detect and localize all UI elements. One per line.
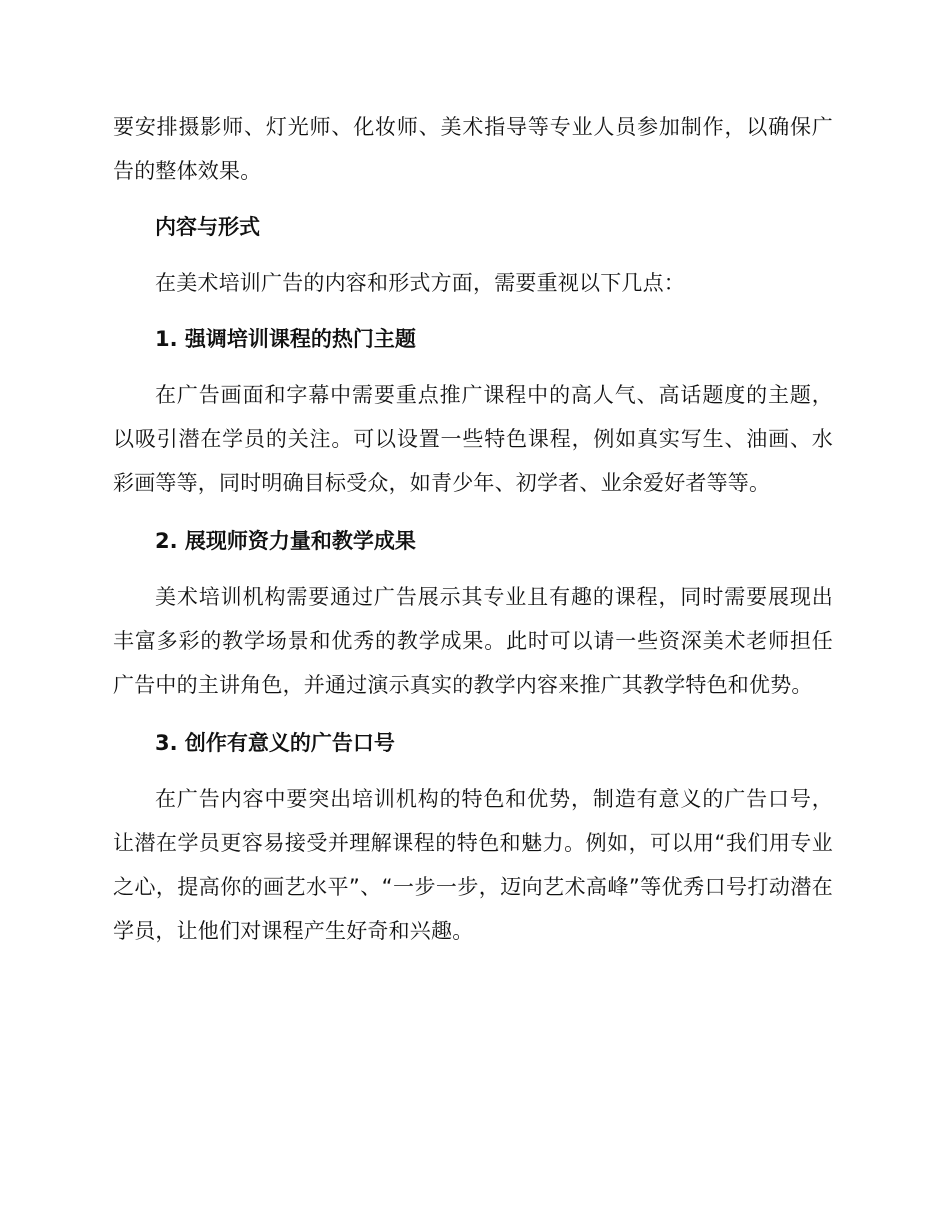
paragraph-intro: 在美术培训广告的内容和形式方面，需要重视以下几点： bbox=[155, 271, 685, 295]
subheading-point-2: 2. 展现师资力量和教学成果 bbox=[155, 529, 416, 553]
subheading-point-1: 1. 强调培训课程的热门主题 bbox=[155, 327, 416, 351]
paragraph-continuation: 要安排摄影师、灯光师、化妆师、美术指导等专业人员参加制作，以确保广告的整体效果。 bbox=[113, 115, 833, 183]
paragraph-point-3: 在广告内容中要突出培训机构的特色和优势，制造有意义的广告口号，让潜在学员更容易接受并理解课程的特色和魅力。例如，可以用“我们用专业之心，提高你的画艺水平”、“一步一步，迈向艺术高峰”等优秀口号打动潜在学员，让他们对课程产生好奇和兴趣。 bbox=[113, 787, 833, 943]
subheading-point-3: 3. 创作有意义的广告口号 bbox=[155, 731, 395, 755]
section-heading-content-form: 内容与形式 bbox=[155, 215, 260, 239]
document-body bbox=[113, 105, 833, 953]
paragraph-point-1: 在广告画面和字幕中需要重点推广课程中的高人气、高话题度的主题，以吸引潜在学员的关注。可以设置一些特色课程，例如真实写生、油画、水彩画等等，同时明确目标受众，如青少年、初学者、业余爱好者等等。 bbox=[113, 383, 833, 495]
paragraph-point-2: 美术培训机构需要通过广告展示其专业且有趣的课程，同时需要展现出丰富多彩的教学场景和优秀的教学成果。此时可以请一些资深美术老师担任广告中的主讲角色，并通过演示真实的教学内容来推广其教学特色和优势。 bbox=[113, 585, 833, 697]
